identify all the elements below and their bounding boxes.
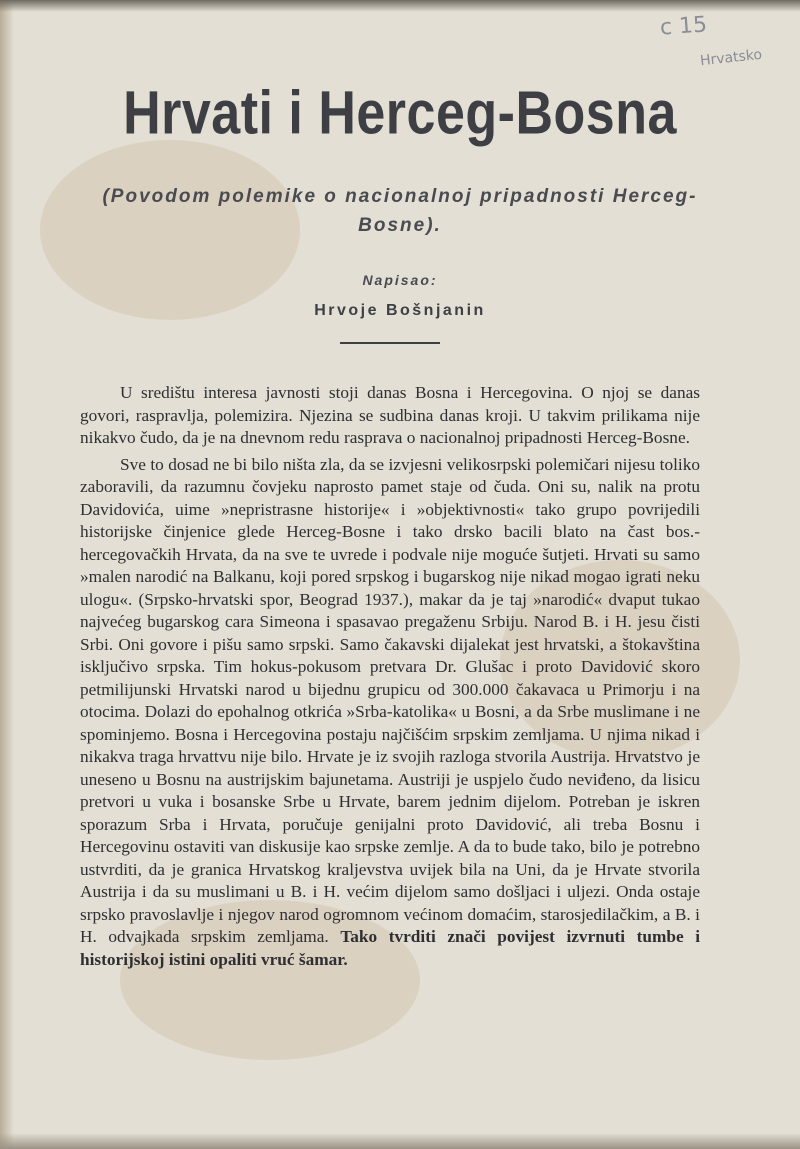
paragraph-2 (80, 454, 700, 972)
document-title: Hrvati i Herceg-Bosna (123, 79, 677, 148)
byline-label: Napisao: (362, 272, 438, 288)
body-text (80, 382, 700, 971)
author-name: Hrvoje Bošnjanin (314, 302, 486, 319)
title-divider (340, 342, 440, 344)
pencil-note-word: Hrvatsko (699, 46, 763, 70)
closing-bold-text: Tako tvrditi znači povijest izvrnuti tumbe i historijskoj istini opaliti vruć šamar. (80, 927, 701, 969)
paragraph-2-text: Sve to dosad ne bi bilo ništa zla, da se izvjesni velikosrpski polemičari nijesu toliko zaboravili, da razumnu čovjeku naprosto pamet staje od čuda. Oni su, nalik na protu Davidovića, uime »nepristrasne historije« i »objektivnosti« tako grupo povrijedili historijske činjenice glede Herceg-Bosne i tako drsko bacili blato na čast bos.-hercegovačkih Hrvata, da na sve te uvrede i podvale nije moguće šutjeti. Hrvati su samo »malen narodić na Balkanu, koji pored srpskog i bugarskog nije nikad mogao igrati neku ulogu«. (Srpsko-hrvatski spor, Beograd 1937.), makar da je taj »narodić« dvaput tukao najvećeg bugarskog cara Simeona i spasavao pregaženu Srbiju. Narod B. i H. jesu čisti Srbi. Oni govore i pišu samo srpski. Samo čakavski dijalekat jest hrvatski, a štokavština isključivo srpska. Tim hokus-pokusom pretvara Dr. Glušac i proto Davidović skoro petmilijunski Hrvatski narod u bijednu grupicu od 300.000 čakavaca u Primorju i na otocima. Dolazi do epohalnog otkrića »Srba-katolika« u Bosni, a da Srbe muslimane i ne spominjemo. Bosna i Hercegovina postaju najčišćim srpskim zemljama. U njima nikad i nikakva traga hrvattvu nije bilo. Hrvate je iz svojih razloga stvorila Austrija. Hrvatstvo je uneseno u Bosnu na austrijskim bajunetama. Austriji je uspjelo čudo neviđeno, da lisicu pretvori u vuka i bosanske Srbe u Hrvate, barem jednim dijelom. Potreban je iskren sporazum Srba i Hrvata, poručuje genijalni proto Davidović, ali treba Bosnu i Hercegovinu ostaviti van diskusije kao srpske zemlje. A da to bude tako, bilo je potrebno ustvrditi, da je granica Hrvatskog kraljevstva uvijek bila na Uni, da je Hrvate stvorila Austrija i da su muslimani u B. i H. većim dijelom samo došljaci i uljezi. Onda ostaje srpsko pravoslavlje i njegov narod ogromnom većinom domaćim, starosjedilačkim, a B. i H. odvajkada srpskim zemljama. (80, 454, 700, 946)
page-edge-bottom (0, 1133, 800, 1149)
pencil-note-number: c 15 (659, 12, 708, 41)
pencil-annotation (652, 10, 792, 80)
page-edge-left (0, 0, 14, 1149)
paragraph-1: U središtu interesa javnosti stoji danas Bosna i Hercegovina. O njoj se danas govori, raspravlja, polemizira. Njezina se sudbina danas kroji. U takvim prilikama nije nikakvo čudo, da je na dnevnom redu rasprava o nacionalnoj pripadnosti Herceg-Bosne. (80, 383, 700, 447)
document-subtitle: (Povodom polemike o nacionalnoj pripadnosti Herceg-Bosne). (102, 186, 698, 236)
